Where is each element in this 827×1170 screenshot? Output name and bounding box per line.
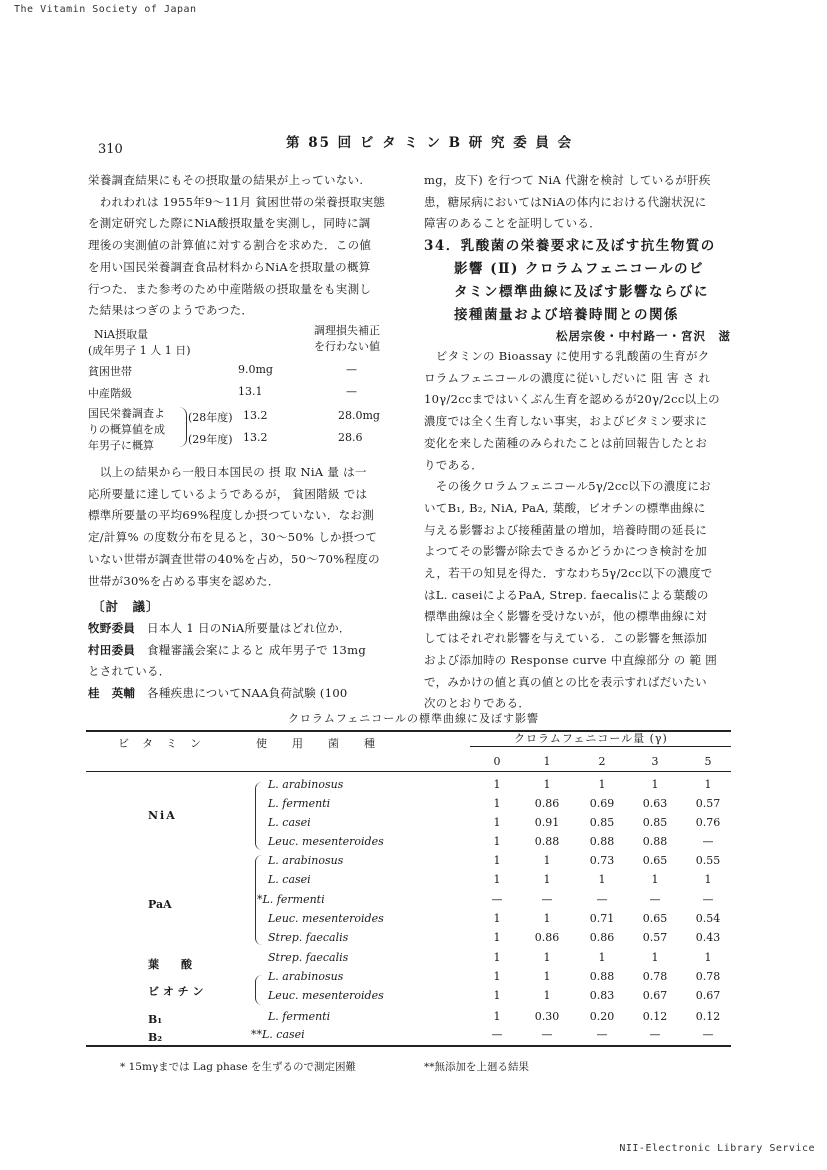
text-line: を測定研究した際にNiA酸摂取量を実測し，同時に調 xyxy=(88,216,371,231)
title-line: 34．乳酸菌の栄養要求に及ぼす抗生物質の xyxy=(424,238,716,254)
speaker: 村田委員 xyxy=(88,642,136,657)
text-line: 次のとおりである． xyxy=(424,696,531,711)
text-line: してはそれぞれ影響を与えている．この影響を無添加 xyxy=(424,631,708,646)
value-cell: 0.88 xyxy=(589,835,615,848)
remark: とされている． xyxy=(88,664,171,679)
value-cell: 0.12 xyxy=(695,1010,721,1023)
value-cell: 1 xyxy=(704,951,712,964)
title-line: 影響 (Ⅱ) クロラムフェニコールのビ xyxy=(424,261,704,277)
value-cell: 1 xyxy=(704,778,712,791)
col-header-organism: 使 用 菌 種 xyxy=(256,737,376,750)
right-paragraph-1 xyxy=(424,170,711,235)
discussion-line xyxy=(88,640,366,662)
value-cell: 0.78 xyxy=(642,970,668,983)
group-label-paa: PaA xyxy=(148,898,172,911)
value-cell: 0.78 xyxy=(695,970,721,983)
value-cell: 1 xyxy=(651,951,659,964)
table-bottom-rule xyxy=(86,1045,731,1047)
value-cell: 0.63 xyxy=(642,797,668,810)
col-header-concentration: クロラムフェニコール量 (γ) xyxy=(514,732,668,745)
intake-header-1a: NiA摂取量 xyxy=(94,328,149,341)
organism-cell: Leuc. mesenteroides xyxy=(268,912,384,925)
group-label-b2: B₂ xyxy=(148,1031,163,1044)
text-line: りである． xyxy=(424,457,483,472)
value-cell: 0.30 xyxy=(534,1010,560,1023)
text-line: 障害のあることを証明している． xyxy=(424,216,601,231)
text-line: 以上の結果から一般日本国民の 摂 取 NiA 量 は一 xyxy=(88,465,367,479)
title-line: 接種菌量および培養時間との関係 xyxy=(424,307,679,323)
authors: 松居宗俊・中村路一・宮沢 滋 xyxy=(556,329,731,343)
text-line: 標準所要量の平均69%程度しか摂つていない．なお測 xyxy=(88,508,375,523)
text-line: mg，皮下) を行つて NiA 代謝を検討 しているが肝疾 xyxy=(424,173,711,187)
value-cell: 0.88 xyxy=(534,835,560,848)
left-paragraph-2 xyxy=(88,462,380,592)
organism-cell: Leuc. mesenteroides xyxy=(268,835,384,848)
group-label-folic-acid: 葉 酸 xyxy=(148,958,192,971)
value-cell: 0.91 xyxy=(534,816,560,829)
value-cell: 0.86 xyxy=(589,931,615,944)
value-cell: — xyxy=(541,1028,553,1041)
intake-header-1b: (成年男子 1 人 1 日) xyxy=(88,344,191,357)
value-cell: 0.54 xyxy=(695,912,721,925)
value-cell: 1 xyxy=(493,912,501,925)
value-cell: 0.85 xyxy=(642,816,668,829)
text-line: はL. caseiによるPaA, Strep. faecalisによる葉酸の xyxy=(424,587,709,602)
value-cell: 0.55 xyxy=(695,854,721,867)
value-cell: 1 xyxy=(493,1010,501,1023)
value-cell: 0.67 xyxy=(695,989,721,1002)
value-cell: 0.86 xyxy=(534,797,560,810)
discussion-line xyxy=(88,618,366,640)
value-cell: 1 xyxy=(493,931,501,944)
value-cell: — xyxy=(491,893,503,906)
organism-cell: L. arabinosus xyxy=(268,854,344,867)
conc-header-3: 3 xyxy=(651,755,659,768)
label-line: りの概算値を成 xyxy=(88,423,165,436)
value-cell: 1 xyxy=(598,778,606,791)
page-number: 310 xyxy=(98,142,123,157)
intake-row-poor-label: 貧困世帯 xyxy=(88,365,132,378)
value-cell: 0.73 xyxy=(589,854,615,867)
text-line: 与える影響および接種菌量の増加，培養時間の延長に xyxy=(424,522,708,537)
value-cell: 1 xyxy=(493,970,501,983)
col-header-vitamin: ビ タ ミ ン xyxy=(118,737,202,750)
section-title xyxy=(424,235,716,327)
value-cell: — xyxy=(649,893,661,906)
value-cell: 1 xyxy=(493,797,501,810)
value-cell: 0.57 xyxy=(642,931,668,944)
value-cell: 0.65 xyxy=(642,912,668,925)
text-line: いてB₁, B₂, NiA, PaA, 葉酸，ビオチンの標準曲線に xyxy=(424,500,706,515)
text-line: 世帯が30%を占める事実を認めた． xyxy=(88,573,280,588)
intake-brace xyxy=(178,407,187,447)
conc-header-0: 0 xyxy=(493,755,501,768)
text-line: 理後の実測値の計算値に対する割合を求めた．この値 xyxy=(88,238,372,253)
value-cell: 1 xyxy=(493,835,501,848)
text-line: 応所要量に達しているようであるが， 貧困階級 では xyxy=(88,486,368,501)
text-line: た結果はつぎのようであつた． xyxy=(88,303,254,318)
value-cell: 0.43 xyxy=(695,931,721,944)
value-cell: — xyxy=(596,893,608,906)
organism-cell: Leuc. mesenteroides xyxy=(268,989,384,1002)
value-cell: 0.57 xyxy=(695,797,721,810)
brace-biotin xyxy=(255,975,262,1005)
value-cell: — xyxy=(541,893,553,906)
text-line: われわれは 1955年9～11月 貧困世帯の栄養摂取実態 xyxy=(88,194,386,209)
intake-value2-29: 28.6 xyxy=(338,431,363,444)
footnote-lag-phase: * 15mγまでは Lag phase を生ずるので測定困難 xyxy=(120,1061,356,1073)
value-cell: 1 xyxy=(704,873,712,886)
intake-row-poor-value: 9.0mg xyxy=(238,363,273,376)
value-cell: 0.67 xyxy=(642,989,668,1002)
text-line: え，若干の知見を得た．すなわち5γ/2cc以下の濃度で xyxy=(424,566,713,581)
text-line: いない世帯が調査世帯の40%を占め，50～70%程度の xyxy=(88,551,380,566)
table-caption: クロラムフェニコールの標準曲線に及ぼす影響 xyxy=(287,712,540,725)
watermark-top: The Vitamin Society of Japan xyxy=(14,4,197,15)
discussion-line xyxy=(88,661,366,683)
organism-cell: L. arabinosus xyxy=(268,778,344,791)
label-line: 年男子に概算 xyxy=(88,439,154,452)
intake-row-middle-value2: — xyxy=(346,385,357,398)
remark: 各種疾患についてNAA負荷試験 (100 xyxy=(147,686,348,701)
discussion-heading: 〔討 議〕 xyxy=(92,599,160,614)
text-line: 患，糖尿病においてはNiAの体内における代謝状況に xyxy=(424,194,707,209)
group-label-biotin: ビ オ チ ン xyxy=(148,985,204,998)
intake-row-middle-value: 13.1 xyxy=(238,385,263,398)
organism-cell: L. arabinosus xyxy=(268,970,344,983)
value-cell: 1 xyxy=(543,912,551,925)
text-line: よつてその影響が除去できるかどうかにつき検討を加 xyxy=(424,544,707,559)
text-line: ビタミンの Bioassay に使用する乳酸菌の生育がク xyxy=(424,349,710,363)
value-cell: 0.88 xyxy=(642,835,668,848)
intake-header-2b: を行わない値 xyxy=(314,340,380,353)
value-cell: — xyxy=(702,835,714,848)
organism-cell: L. fermenti xyxy=(268,797,331,810)
text-line: および添加時の Response curve 中直線部分 の 範 囲 xyxy=(424,652,718,667)
brace-nia xyxy=(255,782,262,850)
intake-value-28: 13.2 xyxy=(243,409,268,422)
value-cell: 0.65 xyxy=(642,854,668,867)
intake-row-poor-value2: — xyxy=(346,363,357,376)
organism-cell: Strep. faecalis xyxy=(268,931,349,944)
text-line: 濃度では全く生育しない事実，およびビタミン要求に xyxy=(424,414,708,429)
intake-year-28: (28年度) xyxy=(188,411,233,424)
value-cell: 1 xyxy=(598,873,606,886)
remark: 食糧審議会案によると 成年男子で 13mg xyxy=(147,642,367,657)
watermark-bottom: NII-Electronic Library Service xyxy=(619,1143,815,1154)
running-title: 第 85 回 ビ タ ミ ン B 研 究 委 員 会 xyxy=(286,135,574,151)
intake-header-2a: 調理損失補正 xyxy=(314,324,380,337)
table-header-rule xyxy=(86,771,731,772)
value-cell: 1 xyxy=(543,989,551,1002)
text-line: で，みかけの値と真の値との比を表示すればだいたい xyxy=(424,674,707,689)
text-line: その後クロラムフェニコール5γ/2cc以下の濃度にお xyxy=(424,479,711,494)
value-cell: 1 xyxy=(651,778,659,791)
text-line: 栄養調査結果にもその摂取量の結果が上っていない. xyxy=(88,173,364,187)
remark: 日本人 1 日のNiA所要量はどれ位か． xyxy=(147,621,351,635)
value-cell: 1 xyxy=(543,778,551,791)
text-line: 10γ/2ccまではいくぶん生育を認めるが20γ/2cc以上の xyxy=(424,392,720,407)
value-cell: 1 xyxy=(543,970,551,983)
text-line: 標準曲線は全く影響を受けないが，他の標準曲線に対 xyxy=(424,609,708,624)
text-line: ロラムフェニコールの濃度に従いしだいに 阻 害 さ れ xyxy=(424,370,711,385)
value-cell: 1 xyxy=(651,873,659,886)
value-cell: 0.88 xyxy=(589,970,615,983)
organism-cell: L. fermenti xyxy=(268,1010,331,1023)
value-cell: — xyxy=(702,893,714,906)
text-line: 定/計算% の度数分布を見ると，30～50% しか摂つて xyxy=(88,530,378,545)
discussion-line xyxy=(88,683,366,705)
value-cell: — xyxy=(491,1028,503,1041)
conc-header-4: 5 xyxy=(704,755,712,768)
value-cell: 0.83 xyxy=(589,989,615,1002)
organism-cell: L. casei xyxy=(268,873,311,886)
organism-cell: **L. casei xyxy=(251,1028,305,1041)
organism-cell: *L. fermenti xyxy=(257,893,325,906)
value-cell: 0.86 xyxy=(534,931,560,944)
value-cell: 0.69 xyxy=(589,797,615,810)
value-cell: 1 xyxy=(493,778,501,791)
label-line: 国民栄養調査よ xyxy=(88,407,165,420)
organism-cell: Strep. faecalis xyxy=(268,951,349,964)
value-cell: 1 xyxy=(493,854,501,867)
intake-value-29: 13.2 xyxy=(243,431,268,444)
text-line: 変化を来した菌種のみられたことは前回報告したとお xyxy=(424,435,708,450)
value-cell: 0.71 xyxy=(589,912,615,925)
value-cell: — xyxy=(649,1028,661,1041)
value-cell: 1 xyxy=(543,873,551,886)
table-subheader-rule xyxy=(470,746,731,747)
intake-row-national-label xyxy=(88,406,165,454)
value-cell: — xyxy=(702,1028,714,1041)
discussion-block xyxy=(88,618,366,705)
value-cell: 0.12 xyxy=(642,1010,668,1023)
value-cell: 1 xyxy=(543,854,551,867)
conc-header-1: 1 xyxy=(543,755,551,768)
group-label-nia: NiA xyxy=(148,809,177,822)
value-cell: 0.76 xyxy=(695,816,721,829)
speaker: 牧野委員 xyxy=(88,621,136,635)
intake-year-29: (29年度) xyxy=(188,433,233,446)
footnote-exceeds: **無添加を上廻る結果 xyxy=(424,1061,529,1073)
value-cell: 0.85 xyxy=(589,816,615,829)
value-cell: 1 xyxy=(493,873,501,886)
value-cell: 1 xyxy=(493,816,501,829)
value-cell: 1 xyxy=(543,951,551,964)
group-label-b1: B₁ xyxy=(148,1013,163,1026)
title-line: タミン標準曲線に及ぼす影響ならびに xyxy=(424,284,709,300)
value-cell: 1 xyxy=(493,951,501,964)
organism-cell: L. casei xyxy=(268,816,311,829)
value-cell: — xyxy=(596,1028,608,1041)
value-cell: 1 xyxy=(493,989,501,1002)
text-line: 行つた．また参考のため中産階級の摂取量をも実測し xyxy=(88,281,372,296)
value-cell: 0.20 xyxy=(589,1010,615,1023)
conc-header-2: 2 xyxy=(598,755,606,768)
left-paragraph-1 xyxy=(88,170,385,322)
speaker: 桂 英輔 xyxy=(88,686,136,701)
intake-value2-28: 28.0mg xyxy=(338,409,380,422)
right-paragraph-2 xyxy=(424,346,720,715)
intake-row-middle-label: 中産階級 xyxy=(88,387,132,400)
value-cell: 1 xyxy=(598,951,606,964)
text-line: を用い国民栄養調査食品材料からNiAを摂取量の概算 xyxy=(88,259,371,274)
